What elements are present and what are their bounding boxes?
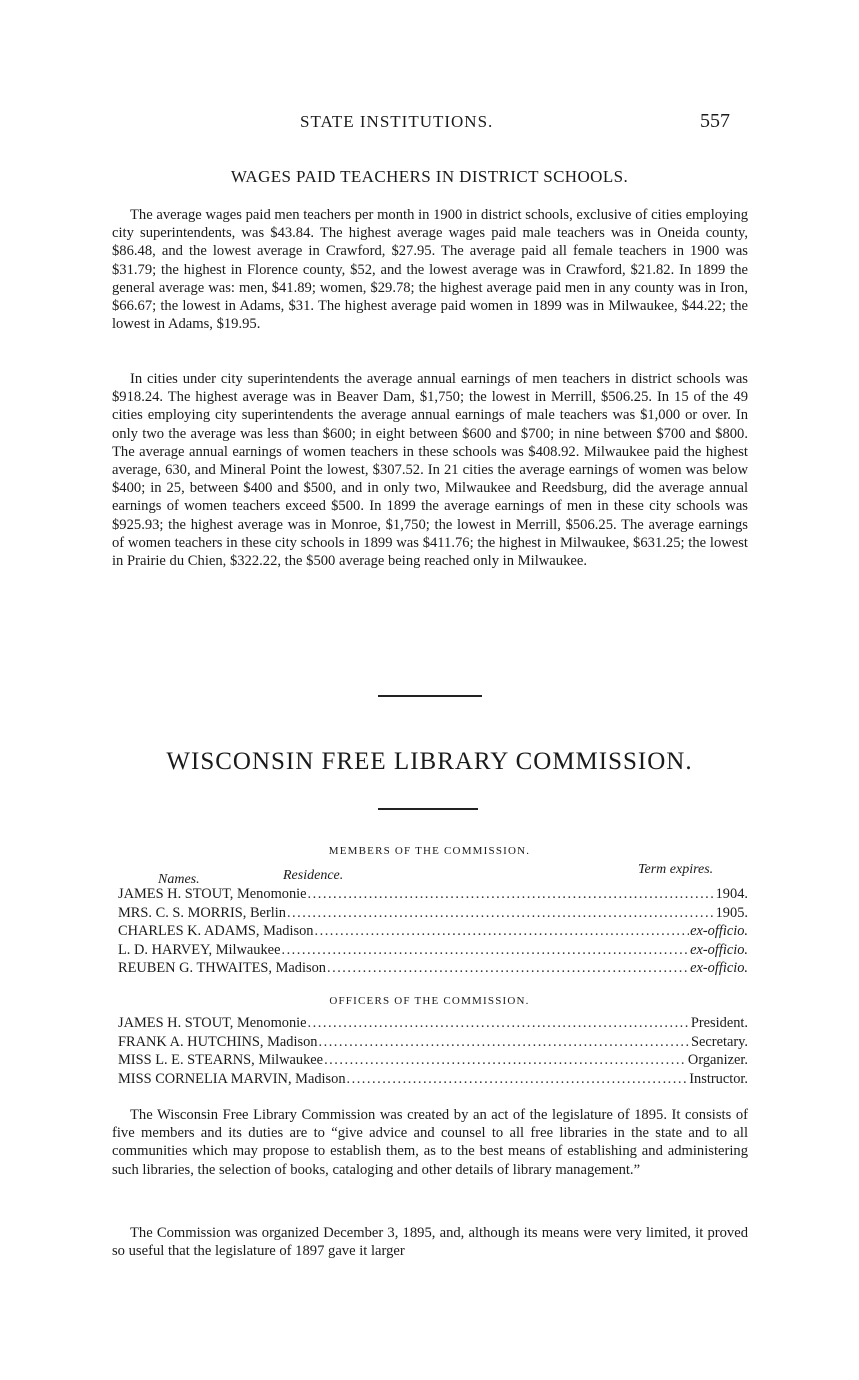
section-title-wages: WAGES PAID TEACHERS IN DISTRICT SCHOOLS. bbox=[230, 167, 629, 186]
section-divider bbox=[378, 695, 482, 697]
page-number: 557 bbox=[700, 110, 730, 132]
officer-role: President. bbox=[690, 1015, 748, 1031]
member-row bbox=[118, 886, 748, 905]
member-name: REUBEN G. THWAITES, Madison bbox=[118, 960, 326, 977]
members-list bbox=[118, 886, 748, 979]
member-term: 1905. bbox=[715, 904, 748, 921]
member-row bbox=[118, 942, 748, 961]
leader-dots bbox=[287, 905, 715, 922]
member-row bbox=[118, 960, 748, 979]
member-name: MRS. C. S. MORRIS, Berlin bbox=[118, 904, 286, 921]
officer-name: MISS L. E. STEARNS, Milwaukee bbox=[118, 1052, 324, 1069]
member-name: L. D. HARVEY, Milwaukee bbox=[118, 941, 281, 958]
leader-dots bbox=[281, 942, 689, 959]
paragraph-city-earnings: In cities under city superintendents the average annual earnings of men teachers in district schools was $918.24. The highest average was in Beaver Dam, $1,750; the lowest in Merrill, $506.25. In 15 of the 49 cities employing city superintendents the average annual earnings of male teachers was $1,000 or over. In only two the average was less than $600; in eight between $600 and $700; in nine between $700 and $800. The average annual earnings of women teachers in these schools was $408.92. Milwaukee paid the highest average, 630, and Mineral Point the lowest, $307.52. In 21 cities the average earnings of women was below $400; in 25, between $400 and $500, and in only two, Milwaukee and Reedsburg, did the average annual earnings of women teachers exceed $500. In 1899 the average earnings of men in these city schools was $925.93; the highest average was in Monroe, $1,750; the lowest in Merrill, $506.25. The average earnings of women teachers in these city schools in 1899 was $411.76; the highest in Milwaukee, $631.25; the lowest in Prairie du Chien, $322.22, the $500 average being reached only in Milwaukee. bbox=[112, 371, 748, 570]
officer-role: Instructor. bbox=[689, 1070, 748, 1087]
running-head bbox=[0, 112, 859, 136]
paragraph-district-wages: The average wages paid men teachers per month in 1900 in district schools, exclusive of cities employing city superintendents, was $43.84. The highest average wages paid male teachers was in Oneida county, $86.48, and the lowest average in Crawford, $27.95. The average paid all female teachers in 1900 was $31.79; the highest in Florence county, $52, and the lowest average was in Crawford, $21.82. In 1899 the general average was: men, $41.89; women, $29.78; the highest average paid men in any county was in Iron, $66.67; the lowest in Adams, $31. The highest average paid women in 1899 was in Milwaukee, $44.22; the lowest in Adams, $19.95. bbox=[112, 207, 748, 333]
member-term: ex-officio. bbox=[690, 923, 748, 940]
officer-row bbox=[118, 1071, 748, 1090]
officer-name: JAMES H. STOUT, Menomonie bbox=[118, 1015, 307, 1031]
section-divider bbox=[378, 808, 478, 810]
leader-dots bbox=[308, 886, 715, 903]
officers-heading: OFFICERS OF THE COMMISSION. bbox=[329, 995, 530, 1007]
officer-row bbox=[118, 1015, 748, 1034]
running-title: STATE INSTITUTIONS. bbox=[300, 112, 494, 131]
officer-role: Secretary. bbox=[691, 1033, 748, 1050]
member-row bbox=[118, 923, 748, 942]
officer-name: FRANK A. HUTCHINS, Madison bbox=[118, 1033, 318, 1050]
member-row bbox=[118, 905, 748, 924]
column-head-term: Term expires. bbox=[638, 862, 714, 877]
leader-dots bbox=[327, 960, 689, 977]
leader-dots bbox=[315, 923, 690, 940]
leader-dots bbox=[319, 1034, 691, 1051]
leader-dots bbox=[308, 1015, 690, 1032]
leader-dots bbox=[347, 1071, 689, 1088]
paragraph-commission-organized: The Commission was organized December 3, 1895, and, although its means were very limited, it proved so useful that the legislature of 1897 gave it larger bbox=[112, 1225, 748, 1260]
member-term: 1904. bbox=[715, 886, 748, 902]
leader-dots bbox=[324, 1052, 687, 1069]
officers-list bbox=[118, 1015, 748, 1089]
member-name: CHARLES K. ADAMS, Madison bbox=[118, 923, 314, 940]
officer-row bbox=[118, 1034, 748, 1053]
member-name: JAMES H. STOUT, Menomonie bbox=[118, 886, 307, 902]
officer-row bbox=[118, 1052, 748, 1071]
paragraph-commission-created: The Wisconsin Free Library Commission was created by an act of the legislature of 1895. It consists of five members and its duties are to “give advice and counsel to all free libraries in the state and to all communities which may propose to establish them, as to the best means of establishing and administering such libraries, the selection of books, cataloging and other details of library management.” bbox=[112, 1107, 748, 1178]
section-title-library-commission: WISCONSIN FREE LIBRARY COMMISSION. bbox=[166, 748, 693, 775]
officer-role: Organizer. bbox=[687, 1052, 748, 1069]
column-head-names: Names. bbox=[158, 872, 200, 887]
column-head-residence: Residence. bbox=[283, 868, 344, 883]
member-term: ex-officio. bbox=[690, 941, 748, 958]
member-term: ex-officio. bbox=[690, 960, 748, 977]
officer-name: MISS CORNELIA MARVIN, Madison bbox=[118, 1070, 346, 1087]
members-heading: MEMBERS OF THE COMMISSION. bbox=[328, 845, 531, 857]
